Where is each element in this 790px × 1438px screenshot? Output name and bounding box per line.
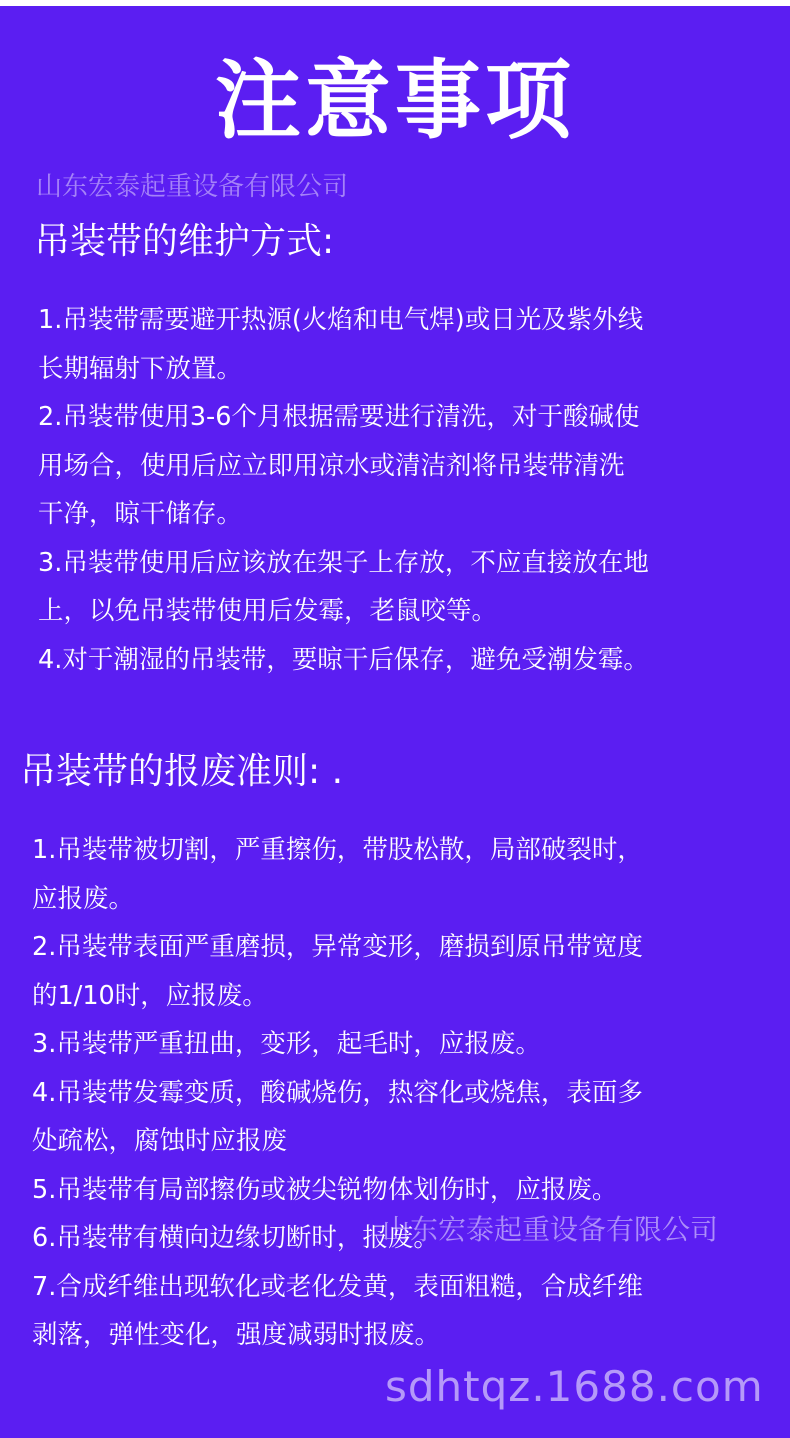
maintenance-line: 4.对于潮湿的吊装带，要晾干后保存，避免受潮发霉。 <box>38 644 649 675</box>
scrap-line: 2.吊装带表面严重磨损，异常变形，磨损到原吊带宽度 <box>32 932 643 962</box>
page-title: 注意事项 <box>215 51 575 151</box>
maintenance-line: 1.吊装带需要避开热源(火焰和电气焊)或日光及紫外线 <box>38 305 644 335</box>
maintenance-line: 2.吊装带使用3-6个月根据需要进行清洗，对于酸碱使 <box>38 402 640 432</box>
scrap-line: 6.吊装带有横向边缘切断时，报废。 <box>32 1223 439 1253</box>
maintenance-line: 长期辐射下放置。 <box>38 353 243 384</box>
scrap-line: 3.吊装带严重扭曲，变形，起毛时，应报废。 <box>32 1029 541 1059</box>
website-watermark: sdhtqz.1688.com <box>385 1362 764 1411</box>
scrap-criteria-list <box>32 826 643 1360</box>
scrap-criteria-heading: 吊装带的报废准则: . <box>20 751 344 792</box>
scrap-line: 应报废。 <box>32 883 135 914</box>
notice-panel <box>0 6 790 1438</box>
maintenance-line: 3.吊装带使用后应该放在架子上存放，不应直接放在地 <box>38 547 649 578</box>
maintenance-heading: 吊装带的维护方式: <box>34 221 335 262</box>
scrap-line: 1.吊装带被切割，严重擦伤，带股松散，局部破裂时， <box>32 835 643 865</box>
company-watermark-bottom: 山东宏泰起重设备有限公司 <box>382 1213 719 1246</box>
company-watermark-top: 山东宏泰起重设备有限公司 <box>36 172 349 202</box>
scrap-line: 的1/10时，应报废。 <box>32 980 268 1011</box>
scrap-line: 5.吊装带有局部擦伤或被尖锐物体划伤时，应报废。 <box>32 1174 618 1205</box>
scrap-line: 剥落，弹性变化，强度减弱时报废。 <box>32 1320 441 1350</box>
maintenance-line: 干净，晾干储存。 <box>38 499 243 529</box>
maintenance-line: 用场合，使用后应立即用凉水或清洁剂将吊装带清洗 <box>38 450 625 481</box>
maintenance-list <box>38 296 649 684</box>
scrap-line: 7.合成纤维出现软化或老化发黄，表面粗糙，合成纤维 <box>32 1271 643 1302</box>
maintenance-line: 上，以免吊装带使用后发霉，老鼠咬等。 <box>38 596 498 626</box>
scrap-line: 4.吊装带发霉变质，酸碱烧伤，热容化或烧焦，表面多 <box>32 1077 643 1108</box>
scrap-line: 处疏松，腐蚀时应报废 <box>32 1126 288 1156</box>
